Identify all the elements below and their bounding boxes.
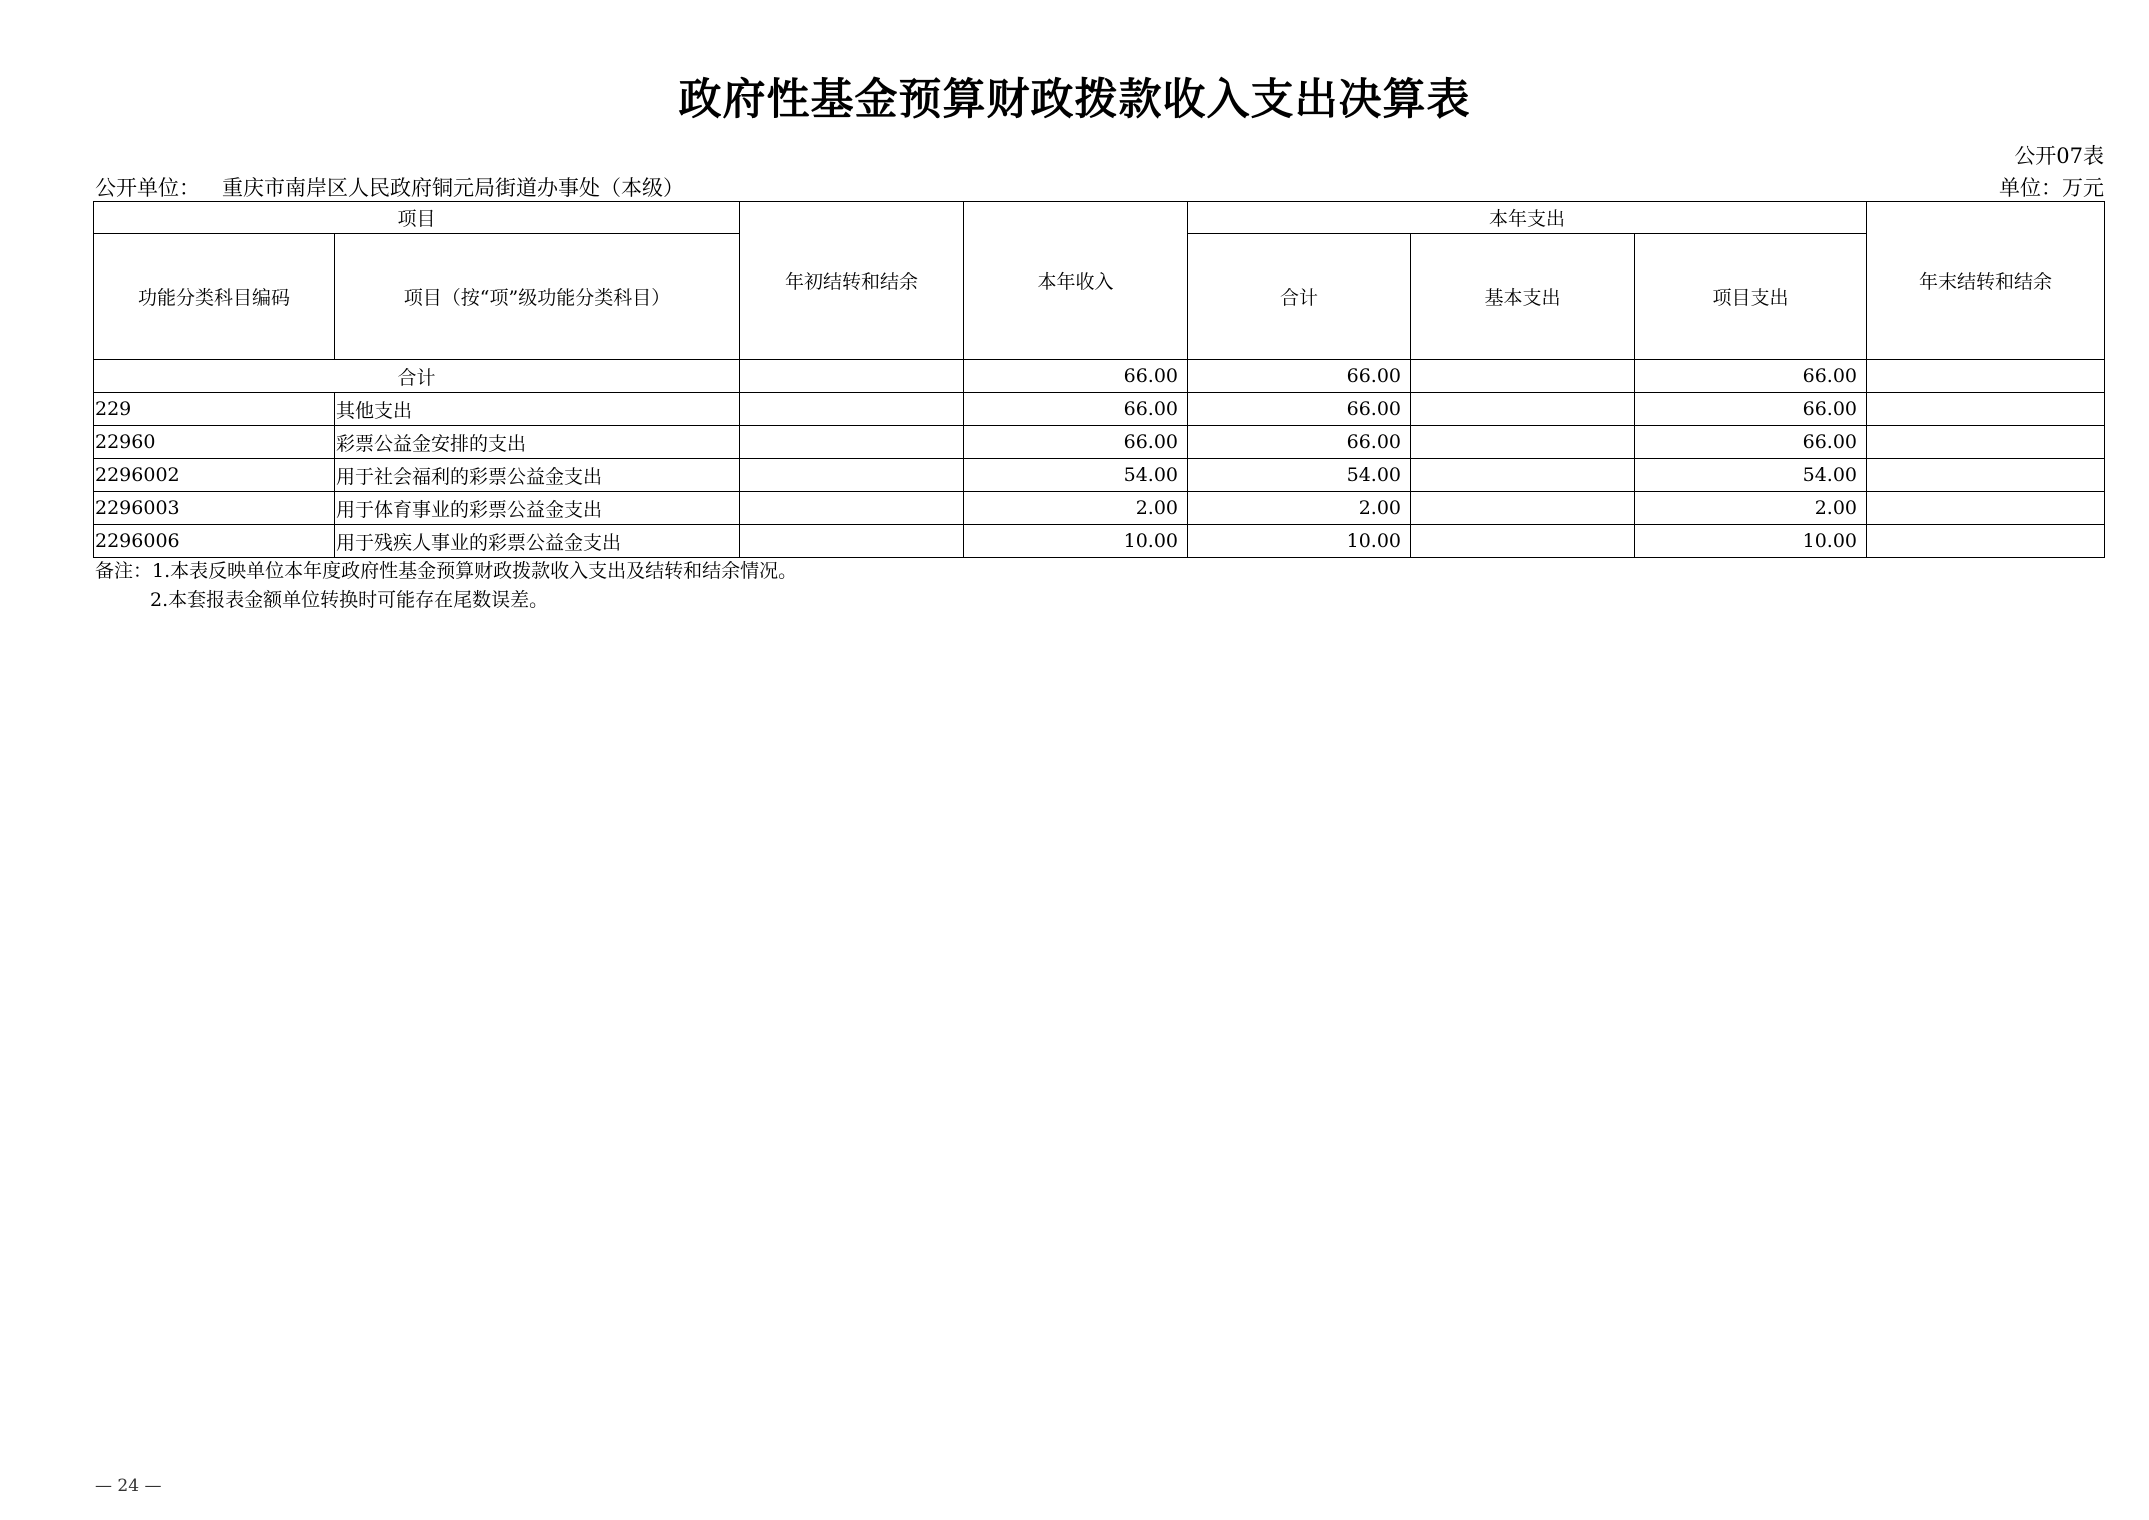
table-row xyxy=(94,426,2105,459)
cell-total: 66.00 xyxy=(1188,393,1411,426)
cell-code: 229 xyxy=(94,393,335,426)
fund-table xyxy=(93,201,2105,558)
cell-begin-balance xyxy=(740,393,964,426)
cell-code: 2296006 xyxy=(94,525,335,558)
cell-total: 10.00 xyxy=(1188,525,1411,558)
notes xyxy=(95,557,797,615)
cell-begin-balance xyxy=(740,426,964,459)
cell-end-balance xyxy=(1867,426,2105,459)
cell-name: 彩票公益金安排的支出 xyxy=(335,426,740,459)
cell-begin-balance xyxy=(740,459,964,492)
cell-project: 66.00 xyxy=(1635,426,1867,459)
header-expense-group: 本年支出 xyxy=(1188,202,1867,234)
note-line-1: 备注：1.本表反映单位本年度政府性基金预算财政拨款收入支出及结转和结余情况。 xyxy=(95,560,798,582)
table-row xyxy=(94,459,2105,492)
header-item-name: 项目（按“项”级功能分类科目） xyxy=(335,234,740,360)
cell-basic xyxy=(1411,360,1635,393)
cell-begin-balance xyxy=(740,492,964,525)
header-end-balance: 年末结转和结余 xyxy=(1867,202,2105,360)
cell-income: 66.00 xyxy=(964,426,1188,459)
cell-total: 2.00 xyxy=(1188,492,1411,525)
cell-income: 10.00 xyxy=(964,525,1188,558)
cell-end-balance xyxy=(1867,525,2105,558)
cell-basic xyxy=(1411,393,1635,426)
cell-begin-balance xyxy=(740,525,964,558)
page-number: — 24 — xyxy=(95,1476,162,1496)
header-total: 合计 xyxy=(1188,234,1411,360)
cell-total: 66.00 xyxy=(1188,426,1411,459)
cell-code: 22960 xyxy=(94,426,335,459)
cell-name: 用于体育事业的彩票公益金支出 xyxy=(335,492,740,525)
header-code: 功能分类科目编码 xyxy=(94,234,335,360)
cell-begin-balance xyxy=(740,360,964,393)
cell-basic xyxy=(1411,426,1635,459)
cell-project: 2.00 xyxy=(1635,492,1867,525)
total-label: 合计 xyxy=(94,360,740,393)
header-begin-balance: 年初结转和结余 xyxy=(740,202,964,360)
cell-basic xyxy=(1411,525,1635,558)
header-item-group: 项目 xyxy=(94,202,740,234)
cell-basic xyxy=(1411,459,1635,492)
header-row-1 xyxy=(94,202,2105,234)
cell-code: 2296002 xyxy=(94,459,335,492)
table-row xyxy=(94,393,2105,426)
cell-project: 10.00 xyxy=(1635,525,1867,558)
total-row xyxy=(94,360,2105,393)
cell-end-balance xyxy=(1867,393,2105,426)
cell-total: 54.00 xyxy=(1188,459,1411,492)
cell-end-balance xyxy=(1867,492,2105,525)
header-income: 本年收入 xyxy=(964,202,1188,360)
cell-income: 2.00 xyxy=(964,492,1188,525)
cell-income: 54.00 xyxy=(964,459,1188,492)
cell-code: 2296003 xyxy=(94,492,335,525)
cell-end-balance xyxy=(1867,459,2105,492)
cell-basic xyxy=(1411,492,1635,525)
organization-line xyxy=(95,172,684,202)
page-title: 政府性基金预算财政拨款收入支出决算表 xyxy=(678,75,1471,125)
cell-income: 66.00 xyxy=(964,393,1188,426)
cell-project: 54.00 xyxy=(1635,459,1867,492)
cell-name: 其他支出 xyxy=(335,393,740,426)
header-project: 项目支出 xyxy=(1635,234,1867,360)
organization-label: 公开单位： xyxy=(95,176,200,200)
cell-project: 66.00 xyxy=(1635,360,1867,393)
header-basic: 基本支出 xyxy=(1411,234,1635,360)
unit-label: 单位：万元 xyxy=(1999,176,2104,200)
table-row xyxy=(94,492,2105,525)
table-row xyxy=(94,525,2105,558)
form-number: 公开07表 xyxy=(2014,144,2104,168)
note-line-2: 2.本套报表金额单位转换时可能存在尾数误差。 xyxy=(150,589,549,611)
cell-end-balance xyxy=(1867,360,2105,393)
cell-name: 用于残疾人事业的彩票公益金支出 xyxy=(335,525,740,558)
cell-income: 66.00 xyxy=(964,360,1188,393)
cell-project: 66.00 xyxy=(1635,393,1867,426)
organization-name: 重庆市南岸区人民政府铜元局街道办事处（本级） xyxy=(222,176,684,200)
cell-total: 66.00 xyxy=(1188,360,1411,393)
cell-name: 用于社会福利的彩票公益金支出 xyxy=(335,459,740,492)
